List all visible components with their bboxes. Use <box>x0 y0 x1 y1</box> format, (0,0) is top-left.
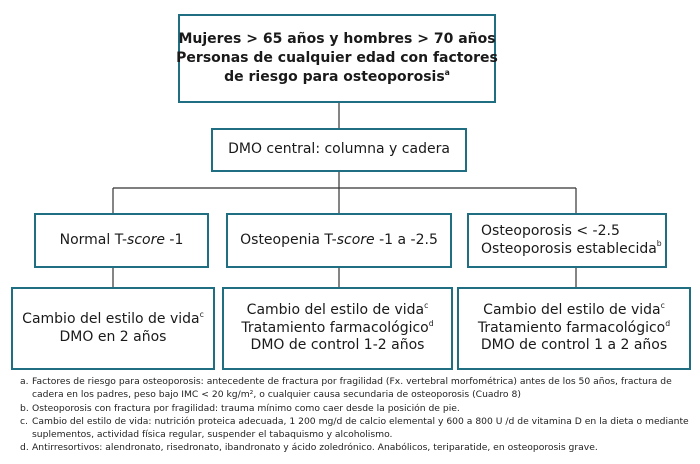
action-osteoporosis-line-2: Tratamiento farmacológico$^d$ <box>477 318 671 336</box>
footnote-d <box>20 441 692 454</box>
footnote-ref-a: a <box>444 67 450 77</box>
action-normal-line-1: Cambio del estilo de vida$^c$ <box>22 309 204 327</box>
action-osteoporosis-line-3: DMO de control 1 a 2 años <box>480 337 668 354</box>
footnote-c <box>20 415 692 442</box>
category-osteopenia-box <box>226 213 452 268</box>
footnote-key: b. <box>20 402 29 414</box>
category-normal-text: Normal T-score -1 <box>59 231 184 248</box>
footnote-b <box>20 402 692 415</box>
footnotes <box>20 375 692 455</box>
category-normal-box <box>34 213 209 268</box>
footnote-a <box>20 375 692 402</box>
screening-line-1: Mujeres > 65 años y hombres > 70 años <box>178 31 496 48</box>
footnote-ref-c: c <box>660 301 665 311</box>
footnote-ref-c: c <box>424 301 429 311</box>
central-dmo-text: DMO central: columna y cadera <box>228 141 450 158</box>
category-osteoporosis-line-2: Osteoporosis establecida$^b$ <box>481 239 662 257</box>
action-osteoporosis-box <box>457 287 691 370</box>
action-osteopenia-line-3: DMO de control 1-2 años <box>250 337 425 354</box>
action-osteopenia-box <box>222 287 453 370</box>
action-normal-box <box>11 287 215 370</box>
footnote-text: Factores de riesgo para osteoporosis: antecedente de fractura por fragilidad (Fx. vertebral morfométrica) antes de los 50 años, fractura de cadera en los padres, peso bajo IMC < 20 kg/m², o cualquier causa secundaria de osteoporosis (Cuadro 8) <box>32 376 672 401</box>
footnote-ref-b: b <box>656 239 662 249</box>
category-osteoporosis-box <box>467 213 667 268</box>
footnote-ref-d: d <box>665 318 671 328</box>
footnote-text: Antirresortivos: alendronato, risedronato, ibandronato y ácido zoledrónico. Anabólicos, teriparatide, en osteoporosis grave. <box>32 442 598 454</box>
central-dmo-box <box>211 128 467 172</box>
category-osteoporosis-line-1: Osteoporosis < -2.5 <box>481 223 620 239</box>
footnote-text: Cambio del estilo de vida: nutrición proteica adecuada, 1 200 mg/d de calcio elemental y 600 a 800 U /d de vitamina D en la dieta o mediante suplementos, actividad física regular, suspender el tabaquismo y alcoholismo. <box>32 415 689 441</box>
footnote-key: c. <box>20 415 28 427</box>
action-osteopenia-line-2: Tratamiento farmacológico$^d$ <box>241 318 434 336</box>
action-osteoporosis-line-1: Cambio del estilo de vida$^c$ <box>483 301 665 319</box>
footnote-ref-c: c <box>199 309 204 319</box>
screening-line-3: de riesgo para osteoporosis$^a$ <box>224 67 450 85</box>
action-normal-line-2: DMO en 2 años <box>59 328 167 345</box>
screening-line-2: Personas de cualquier edad con factores <box>176 50 498 67</box>
footnote-ref-d: d <box>428 318 434 328</box>
footnote-key: a. <box>20 376 29 387</box>
action-osteopenia-line-1: Cambio del estilo de vida$^c$ <box>246 301 429 319</box>
footnote-text: Osteoporosis con fractura por fragilidad: trauma mínimo como caer desde la posición de pie. <box>32 402 460 414</box>
footnote-key: d. <box>20 442 29 454</box>
screening-criteria-box <box>178 14 496 103</box>
category-osteopenia-text: Osteopenia T-score -1 a -2.5 <box>240 231 438 248</box>
